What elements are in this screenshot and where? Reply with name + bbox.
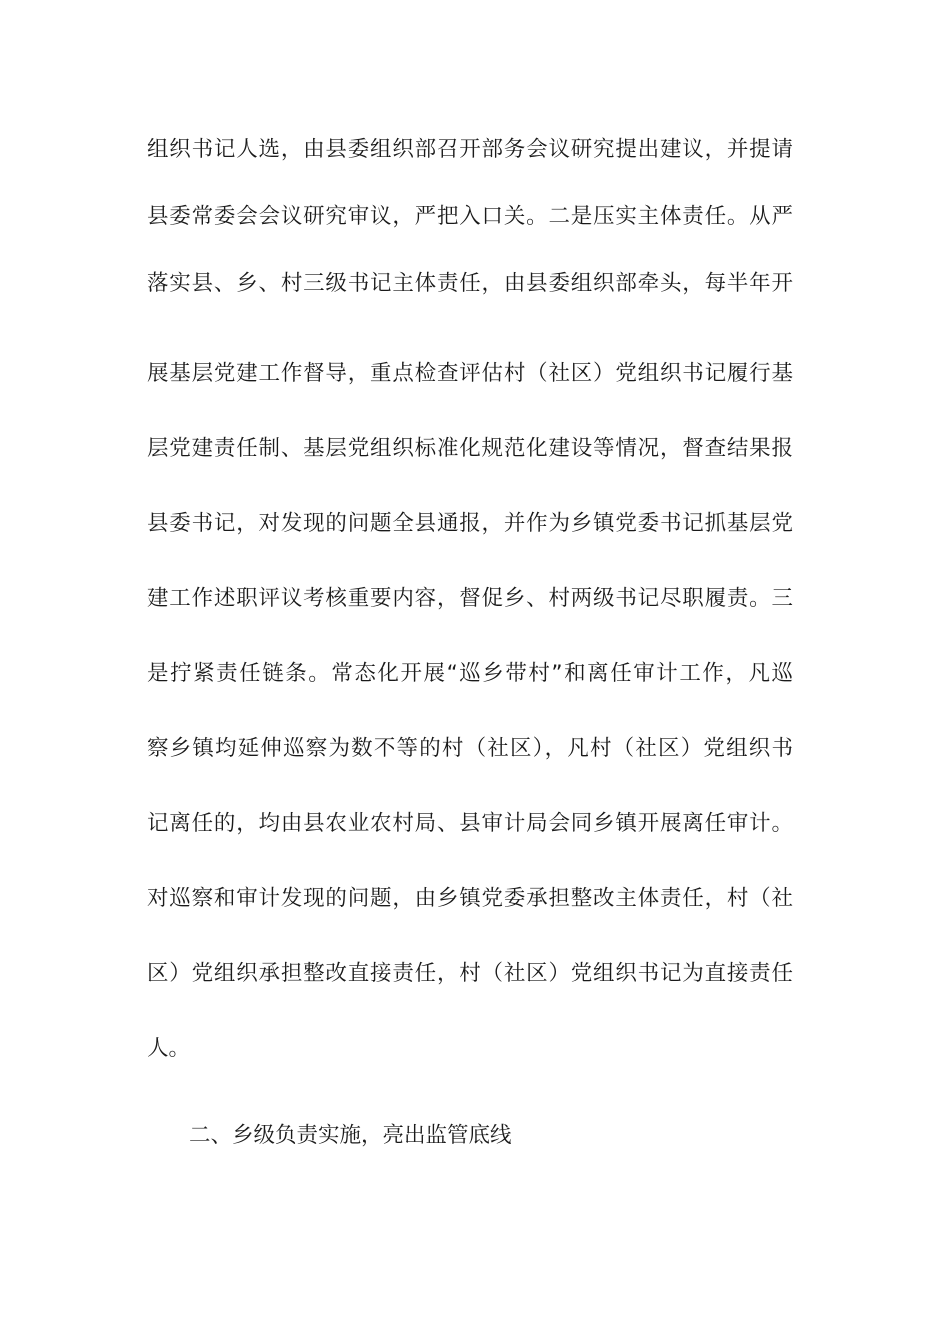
paragraph-line: 县委书记，对发现的问题全县通报，并作为乡镇党委书记抓基层党: [147, 511, 793, 536]
paragraph-line: 察乡镇均延伸巡察为数不等的村（社区），凡村（社区）党组织书: [147, 736, 793, 761]
paragraph-line: 对巡察和审计发现的问题，由乡镇党委承担整改主体责任，村（社: [147, 886, 793, 911]
paragraph-line: 层党建责任制、基层党组织标准化规范化建设等情况，督查结果报: [147, 436, 793, 461]
paragraph-line: 县委常委会会议研究审议，严把入口关。二是压实主体责任。从严: [147, 204, 793, 229]
paragraph-line: 落实县、乡、村三级书记主体责任，由县委组织部牵头，每半年开: [147, 271, 793, 296]
paragraph-line: 记离任的，均由县农业农村局、县审计局会同乡镇开展离任审计。: [147, 811, 793, 836]
paragraph-line: 建工作述职评议考核重要内容，督促乡、村两级书记尽职履责。三: [147, 586, 793, 611]
paragraph-line: 人。: [147, 1036, 191, 1061]
paragraph-line: 是拧紧责任链条。常态化开展“巡乡带村”和离任审计工作，凡巡: [147, 661, 793, 686]
paragraph-line: 展基层党建工作督导，重点检查评估村（社区）党组织书记履行基: [147, 361, 793, 386]
section-heading: 二、乡级负责实施，亮出监管底线: [189, 1123, 512, 1148]
paragraph-line: 区）党组织承担整改直接责任，村（社区）党组织书记为直接责任: [147, 961, 793, 986]
paragraph-line: 组织书记人选，由县委组织部召开部务会议研究提出建议，并提请: [147, 137, 793, 162]
